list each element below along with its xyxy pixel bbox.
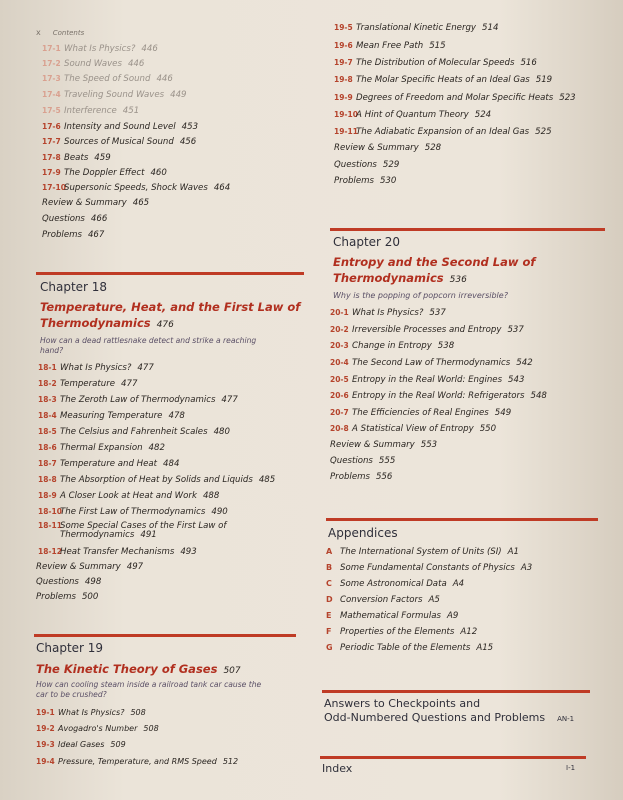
chapter-question: How can cooling steam inside a railroad tank car cause the car to be crushed? (36, 680, 262, 699)
toc-entry[interactable]: 19-3 Ideal Gases 509 (36, 740, 126, 749)
appendix-entry[interactable]: A The International System of Units (SI) A1 (326, 547, 519, 557)
toc-entry[interactable]: 19-10A Hint of Quantum Theory 524 (334, 110, 492, 120)
toc-entry[interactable]: 17-6 Intensity and Sound Level 453 (42, 122, 199, 132)
toc-review[interactable]: Review & Summary 465 (42, 198, 150, 208)
index-heading[interactable]: Index (322, 762, 353, 775)
toc-entry[interactable]: 17-1 What Is Physics? 446 (42, 44, 158, 54)
toc-problems[interactable]: Problems 467 (42, 230, 105, 240)
toc-entry[interactable]: 19-9 Degrees of Freedom and Molar Specific Heats 523 (334, 93, 576, 103)
toc-problems[interactable]: Problems 500 (36, 592, 99, 602)
toc-entry-cont[interactable]: Thermodynamics 491 (60, 530, 157, 540)
toc-entry[interactable]: 18-7 Temperature and Heat 484 (38, 459, 180, 469)
toc-entry[interactable]: 19-7 The Distribution of Molecular Speeds 516 (334, 58, 537, 68)
appendix-entry[interactable]: F Properties of the Elements A12 (326, 627, 478, 637)
toc-problems[interactable]: Problems 556 (330, 472, 393, 482)
toc-entry[interactable]: 18-10The First Law of Thermodynamics 490 (38, 507, 228, 517)
toc-entry[interactable]: 18-8 The Absorption of Heat by Solids and Liquids 485 (38, 475, 276, 485)
toc-entry[interactable]: 20-4 The Second Law of Thermodynamics 542 (330, 358, 533, 368)
toc-review[interactable]: Review & Summary 497 (36, 562, 144, 572)
toc-entry[interactable]: 19-11The Adiabatic Expansion of an Ideal Gas 525 (334, 127, 552, 137)
toc-review[interactable]: Review & Summary 553 (330, 440, 438, 450)
toc-entry[interactable]: 18-6 Thermal Expansion 482 (38, 443, 165, 453)
index-page: I-1 (566, 764, 576, 772)
toc-problems[interactable]: Problems 530 (334, 176, 397, 186)
toc-questions[interactable]: Questions 529 (334, 160, 400, 170)
toc-entry[interactable]: 20-7 The Efficiencies of Real Engines 549 (330, 408, 512, 418)
toc-entry[interactable]: 17-5 Interference 451 (42, 106, 140, 116)
answers-heading[interactable]: Answers to Checkpoints and Odd-Numbered Questions and Problems AN-1 (324, 697, 575, 724)
appendix-entry[interactable]: E Mathematical Formulas A9 (326, 611, 459, 621)
toc-entry[interactable]: 19-5 Translational Kinetic Energy 514 (334, 23, 499, 33)
toc-entry[interactable]: 18-1 What Is Physics? 477 (38, 363, 154, 373)
chapter-title[interactable]: Temperature, Heat, and the First Law of (40, 300, 301, 314)
toc-entry[interactable]: 17-9 The Doppler Effect 460 (42, 168, 167, 178)
section-rule (322, 690, 590, 693)
toc-entry[interactable]: 20-8 A Statistical View of Entropy 550 (330, 424, 497, 434)
toc-entry[interactable]: 17-2 Sound Waves 446 (42, 59, 145, 69)
toc-entry[interactable]: 20-5 Entropy in the Real World: Engines 543 (330, 375, 525, 385)
toc-entry[interactable]: 19-8 The Molar Specific Heats of an Ideal Gas 519 (334, 75, 553, 85)
chapter-question: Why is the popping of popcorn irreversible? (333, 291, 508, 300)
toc-entry[interactable]: 20-3 Change in Entropy 538 (330, 341, 455, 351)
toc-questions[interactable]: Questions 466 (42, 214, 108, 224)
toc-entry[interactable]: 20-6 Entropy in the Real World: Refrigerators 548 (330, 391, 547, 401)
toc-questions[interactable]: Questions 498 (36, 577, 102, 587)
appendix-entry[interactable]: B Some Fundamental Constants of Physics A3 (326, 563, 533, 573)
toc-entry[interactable]: 18-11Some Special Cases of the First Law of (38, 521, 227, 531)
appendix-entry[interactable]: G Periodic Table of the Elements A15 (326, 643, 494, 653)
toc-entry[interactable]: 19-1 What Is Physics? 508 (36, 708, 146, 717)
toc-entry[interactable]: 19-6 Mean Free Path 515 (334, 41, 446, 51)
chapter-rule (36, 272, 304, 275)
chapter-question: How can a dead rattlesnake detect and strike a reaching hand? (40, 336, 257, 355)
chapter-title-line2[interactable]: Thermodynamics 476 (40, 316, 174, 330)
chapter-label: Chapter 18 (40, 280, 108, 294)
toc-entry[interactable]: 18-2 Temperature 477 (38, 379, 138, 389)
toc-entry[interactable]: 17-4 Traveling Sound Waves 449 (42, 90, 187, 100)
toc-entry[interactable]: 17-10Supersonic Speeds, Shock Waves 464 (42, 183, 231, 193)
section-rule (320, 756, 586, 759)
toc-entry[interactable]: 18-4 Measuring Temperature 478 (38, 411, 185, 421)
toc-questions[interactable]: Questions 555 (330, 456, 396, 466)
chapter-label: Chapter 20 (333, 235, 401, 249)
appendix-entry[interactable]: C Some Astronomical Data A4 (326, 579, 465, 589)
toc-entry[interactable]: 20-2 Irreversible Processes and Entropy 537 (330, 325, 524, 335)
toc-entry[interactable]: 18-3 The Zeroth Law of Thermodynamics 477 (38, 395, 238, 405)
chapter-rule (34, 634, 296, 637)
toc-entry[interactable]: 18-9 A Closer Look at Heat and Work 488 (38, 491, 220, 501)
appendices-label: Appendices (328, 526, 398, 540)
toc-review[interactable]: Review & Summary 528 (334, 143, 442, 153)
toc-entry[interactable]: 17-8 Beats 459 (42, 153, 111, 163)
appendix-entry[interactable]: D Conversion Factors A5 (326, 595, 440, 605)
toc-entry[interactable]: 17-7 Sources of Musical Sound 456 (42, 137, 197, 147)
toc-entry[interactable]: 18-5 The Celsius and Fahrenheit Scales 480 (38, 427, 230, 437)
chapter-title[interactable]: The Kinetic Theory of Gases 507 (36, 662, 241, 676)
toc-entry[interactable]: 19-2 Avogadro's Number 508 (36, 724, 159, 733)
toc-entry[interactable]: 18-12Heat Transfer Mechanisms 493 (38, 547, 197, 557)
chapter-title[interactable]: Entropy and the Second Law of (333, 255, 536, 269)
page-header: x Contents (36, 28, 85, 37)
chapter-label: Chapter 19 (36, 641, 104, 655)
section-rule (326, 518, 598, 521)
toc-entry[interactable]: 19-4 Pressure, Temperature, and RMS Speed 512 (36, 757, 239, 766)
toc-entry[interactable]: 17-3 The Speed of Sound 446 (42, 74, 173, 84)
chapter-rule (330, 228, 605, 231)
chapter-title-line2[interactable]: Thermodynamics 536 (333, 271, 467, 285)
toc-entry[interactable]: 20-1 What Is Physics? 537 (330, 308, 446, 318)
